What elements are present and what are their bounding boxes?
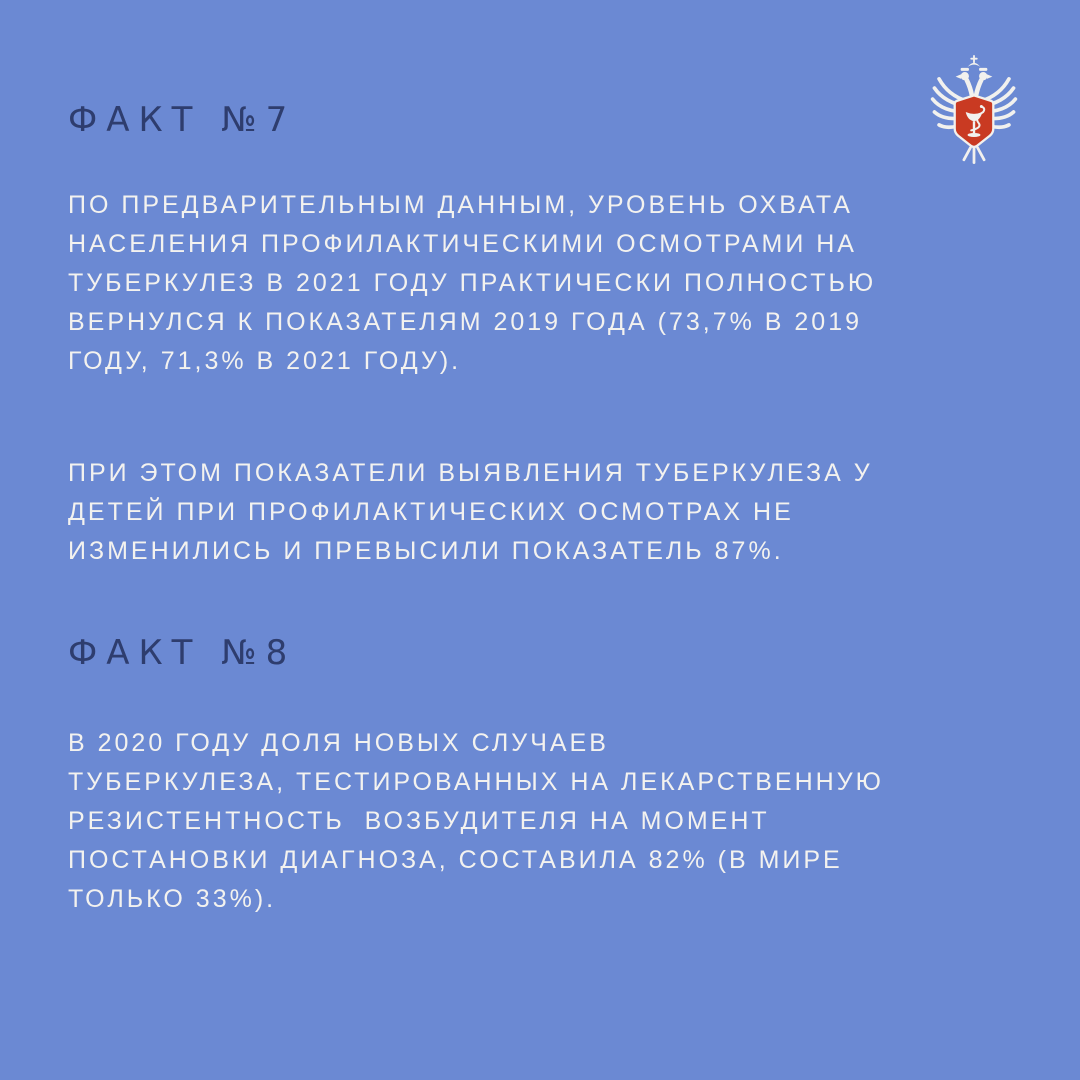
text-line: ВЕРНУЛСЯ К ПОКАЗАТЕЛЯМ 2019 ГОДА (73,7% В 2019	[68, 308, 863, 336]
text-line: ПОСТАНОВКИ ДИАГНОЗА, СОСТАВИЛА 82% (В МИРЕ	[68, 846, 843, 874]
text-line: ГОДУ, 71,3% В 2021 ГОДУ).	[68, 347, 462, 375]
text-line: ПО ПРЕДВАРИТЕЛЬНЫМ ДАННЫМ, УРОВЕНЬ ОХВАТА	[68, 191, 853, 219]
text-line: ДЕТЕЙ ПРИ ПРОФИЛАКТИЧЕСКИХ ОСМОТРАХ НЕ	[68, 498, 794, 526]
text-line: В 2020 ГОДУ ДОЛЯ НОВЫХ СЛУЧАЕВ	[68, 729, 609, 757]
text-line: РЕЗИСТЕНТНОСТЬ ВОЗБУДИТЕЛЯ НА МОМЕНТ	[68, 807, 770, 835]
fact8-paragraph-resistance	[68, 724, 884, 919]
text-line: НАСЕЛЕНИЯ ПРОФИЛАКТИЧЕСКИМИ ОСМОТРАМИ НА	[68, 230, 857, 258]
fact7-paragraph-coverage	[68, 186, 876, 381]
text-line: ТУБЕРКУЛЕЗА, ТЕСТИРОВАННЫХ НА ЛЕКАРСТВЕННУЮ	[68, 768, 884, 796]
fact7-paragraph-children	[68, 454, 873, 571]
fact8-title: ФАКТ №8	[68, 633, 297, 673]
text-line: ТОЛЬКО 33%).	[68, 885, 277, 913]
text-line: ПРИ ЭТОМ ПОКАЗАТЕЛИ ВЫЯВЛЕНИЯ ТУБЕРКУЛЕЗА У	[68, 459, 873, 487]
fact7-title: ФАКТ №7	[68, 100, 297, 140]
text-line: ТУБЕРКУЛЕЗ В 2021 ГОДУ ПРАКТИЧЕСКИ ПОЛНОСТЬЮ	[68, 269, 877, 297]
minzdrav-emblem-icon	[928, 55, 1020, 169]
text-line: ИЗМЕНИЛИСЬ И ПРЕВЫСИЛИ ПОКАЗАТЕЛЬ 87%.	[68, 537, 784, 565]
